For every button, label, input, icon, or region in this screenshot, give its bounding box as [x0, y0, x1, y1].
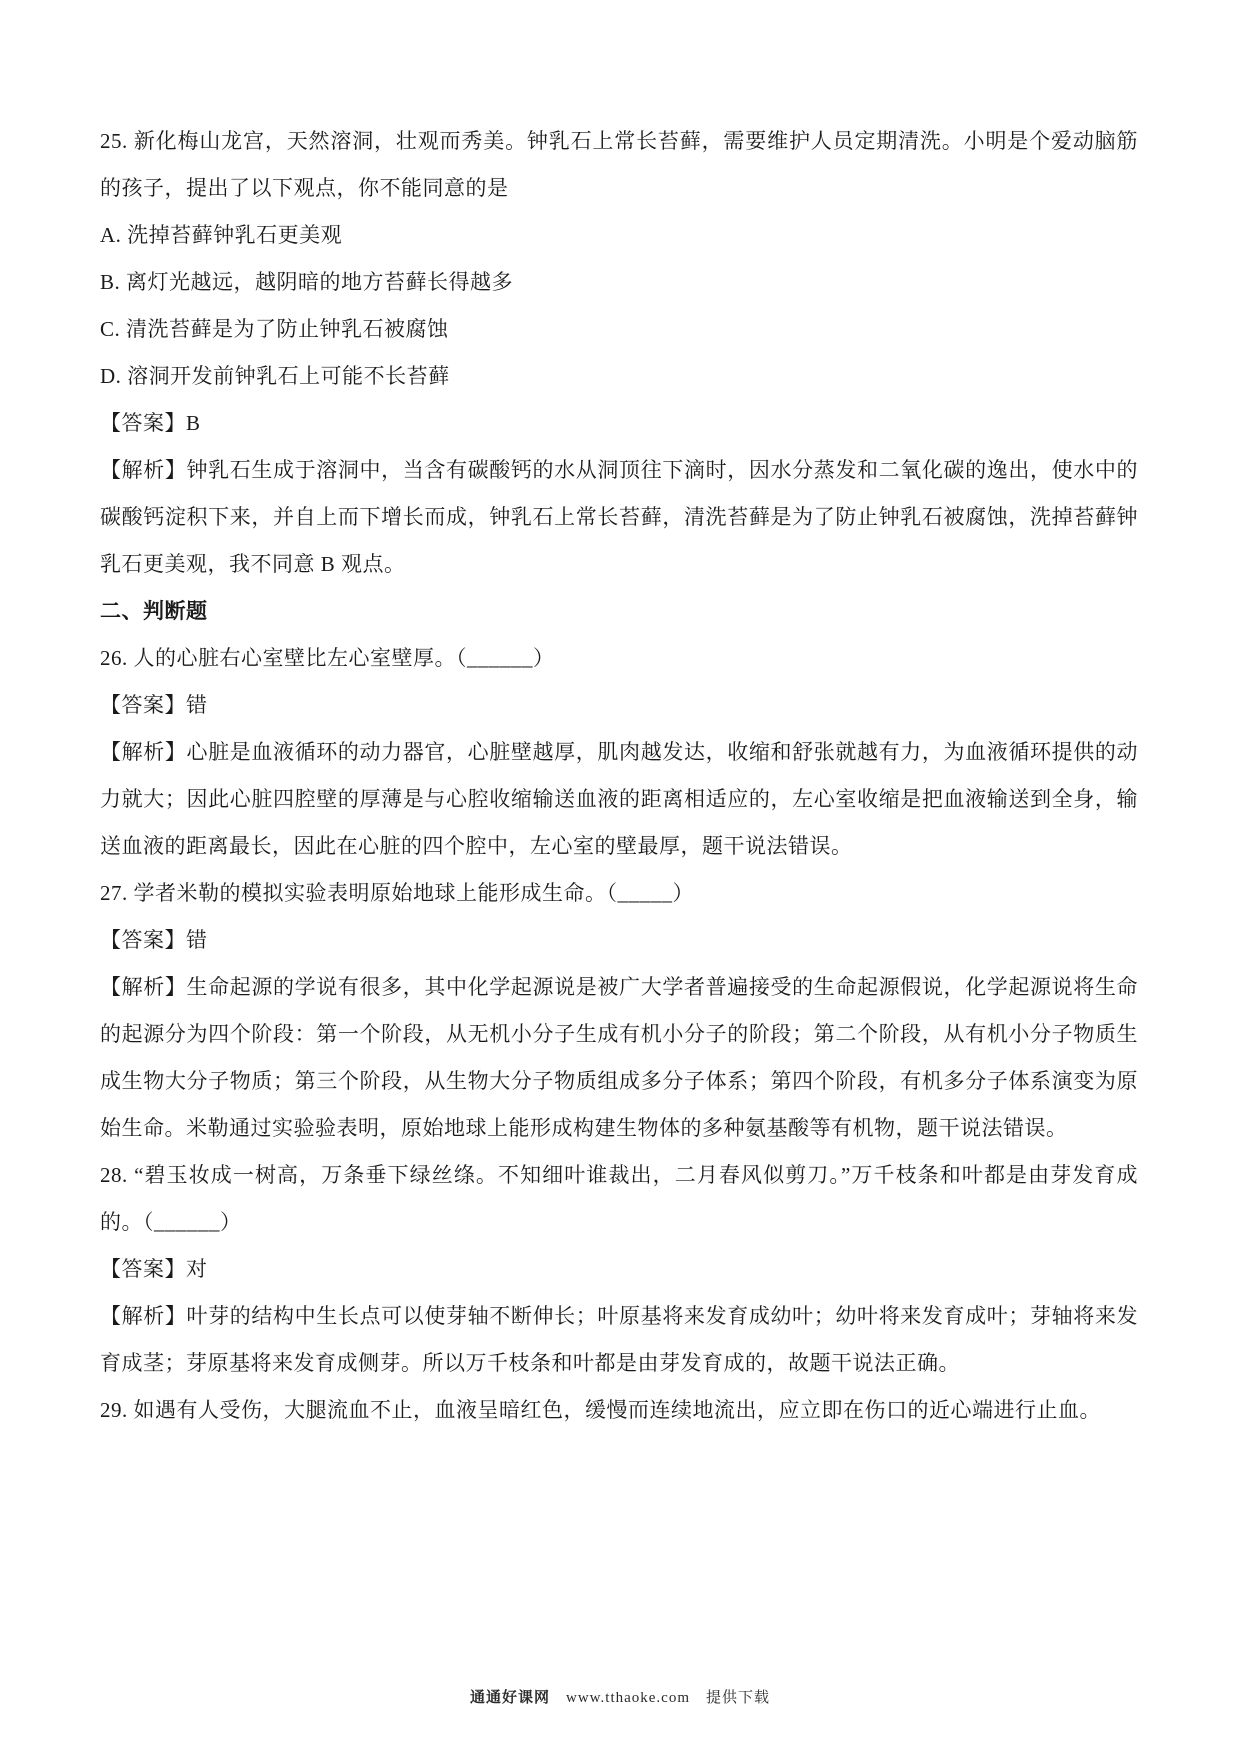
- question-28-stem: 28. “碧玉妆成一树高，万条垂下绿丝绦。不知细叶谁裁出，二月春风似剪刀。”万千枝条和叶都是由芽发育成的。（______）: [100, 1163, 1138, 1234]
- question-25-option-b: B. 离灯光越远，越阴暗的地方苔藓长得越多: [100, 270, 514, 294]
- footer-site-name: 通通好课网: [469, 1690, 550, 1706]
- question-25-stem: 25. 新化梅山龙宫，天然溶洞，壮观而秀美。钟乳石上常长苔藓，需要维护人员定期清洗。小明是个爱动脑筋的孩子，提出了以下观点，你不能同意的是: [100, 129, 1138, 200]
- question-25-answer: 【答案】B: [100, 411, 201, 435]
- question-27-stem: 27. 学者米勒的模拟实验表明原始地球上能形成生命。（_____）: [100, 881, 694, 905]
- question-28-analysis: 【解析】叶芽的结构中生长点可以使芽轴不断伸长；叶原基将来发育成幼叶；幼叶将来发育成叶；芽轴将来发育成茎；芽原基将来发育成侧芽。所以万千枝条和叶都是由芽发育成的，故题干说法正确。: [100, 1304, 1138, 1375]
- question-29-stem: 29. 如遇有人受伤，大腿流血不止，血液呈暗红色，缓慢而连续地流出，应立即在伤口的近心端进行止血。: [100, 1398, 1101, 1422]
- section-heading-judgement: 二、判断题: [100, 599, 208, 623]
- question-27-analysis: 【解析】生命起源的学说有很多，其中化学起源说是被广大学者普遍接受的生命起源假说，化学起源说将生命的起源分为四个阶段：第一个阶段，从无机小分子生成有机小分子的阶段；第二个阶段，从有机小分子物质生成生物大分子物质；第三个阶段，从生物大分子物质组成多分子体系；第四个阶段，有机多分子体系演变为原始生命。米勒通过实验验表明，原始地球上能形成构建生物体的多种氨基酸等有机物，题干说法错误。: [100, 975, 1138, 1140]
- question-26-answer: 【答案】错: [100, 693, 208, 717]
- page-footer: [0, 1686, 1240, 1707]
- question-25-option-c: C. 清洗苔藓是为了防止钟乳石被腐蚀: [100, 317, 449, 341]
- footer-url: www.tthaoke.com: [566, 1690, 690, 1706]
- document-page-content: [100, 118, 1138, 1434]
- question-25-option-a: A. 洗掉苔藓钟乳石更美观: [100, 223, 343, 247]
- footer-suffix: 提供下载: [706, 1690, 771, 1706]
- question-27-answer: 【答案】错: [100, 928, 208, 952]
- question-26-stem: 26. 人的心脏右心室壁比左心室壁厚。（______）: [100, 646, 555, 670]
- question-28-answer: 【答案】对: [100, 1257, 208, 1281]
- question-26-analysis: 【解析】心脏是血液循环的动力器官，心脏壁越厚，肌肉越发达，收缩和舒张就越有力，为血液循环提供的动力就大；因此心脏四腔壁的厚薄是与心腔收缩输送血液的距离相适应的，左心室收缩是把血液输送到全身，输送血液的距离最长，因此在心脏的四个腔中，左心室的壁最厚，题干说法错误。: [100, 740, 1138, 858]
- question-25-option-d: D. 溶洞开发前钟乳石上可能不长苔藓: [100, 364, 450, 388]
- question-25-analysis: 【解析】钟乳石生成于溶洞中，当含有碳酸钙的水从洞顶往下滴时，因水分蒸发和二氧化碳的逸出，使水中的碳酸钙淀积下来，并自上而下增长而成，钟乳石上常长苔藓，清洗苔藓是为了防止钟乳石被腐蚀，洗掉苔藓钟乳石更美观，我不同意 B 观点。: [100, 458, 1138, 576]
